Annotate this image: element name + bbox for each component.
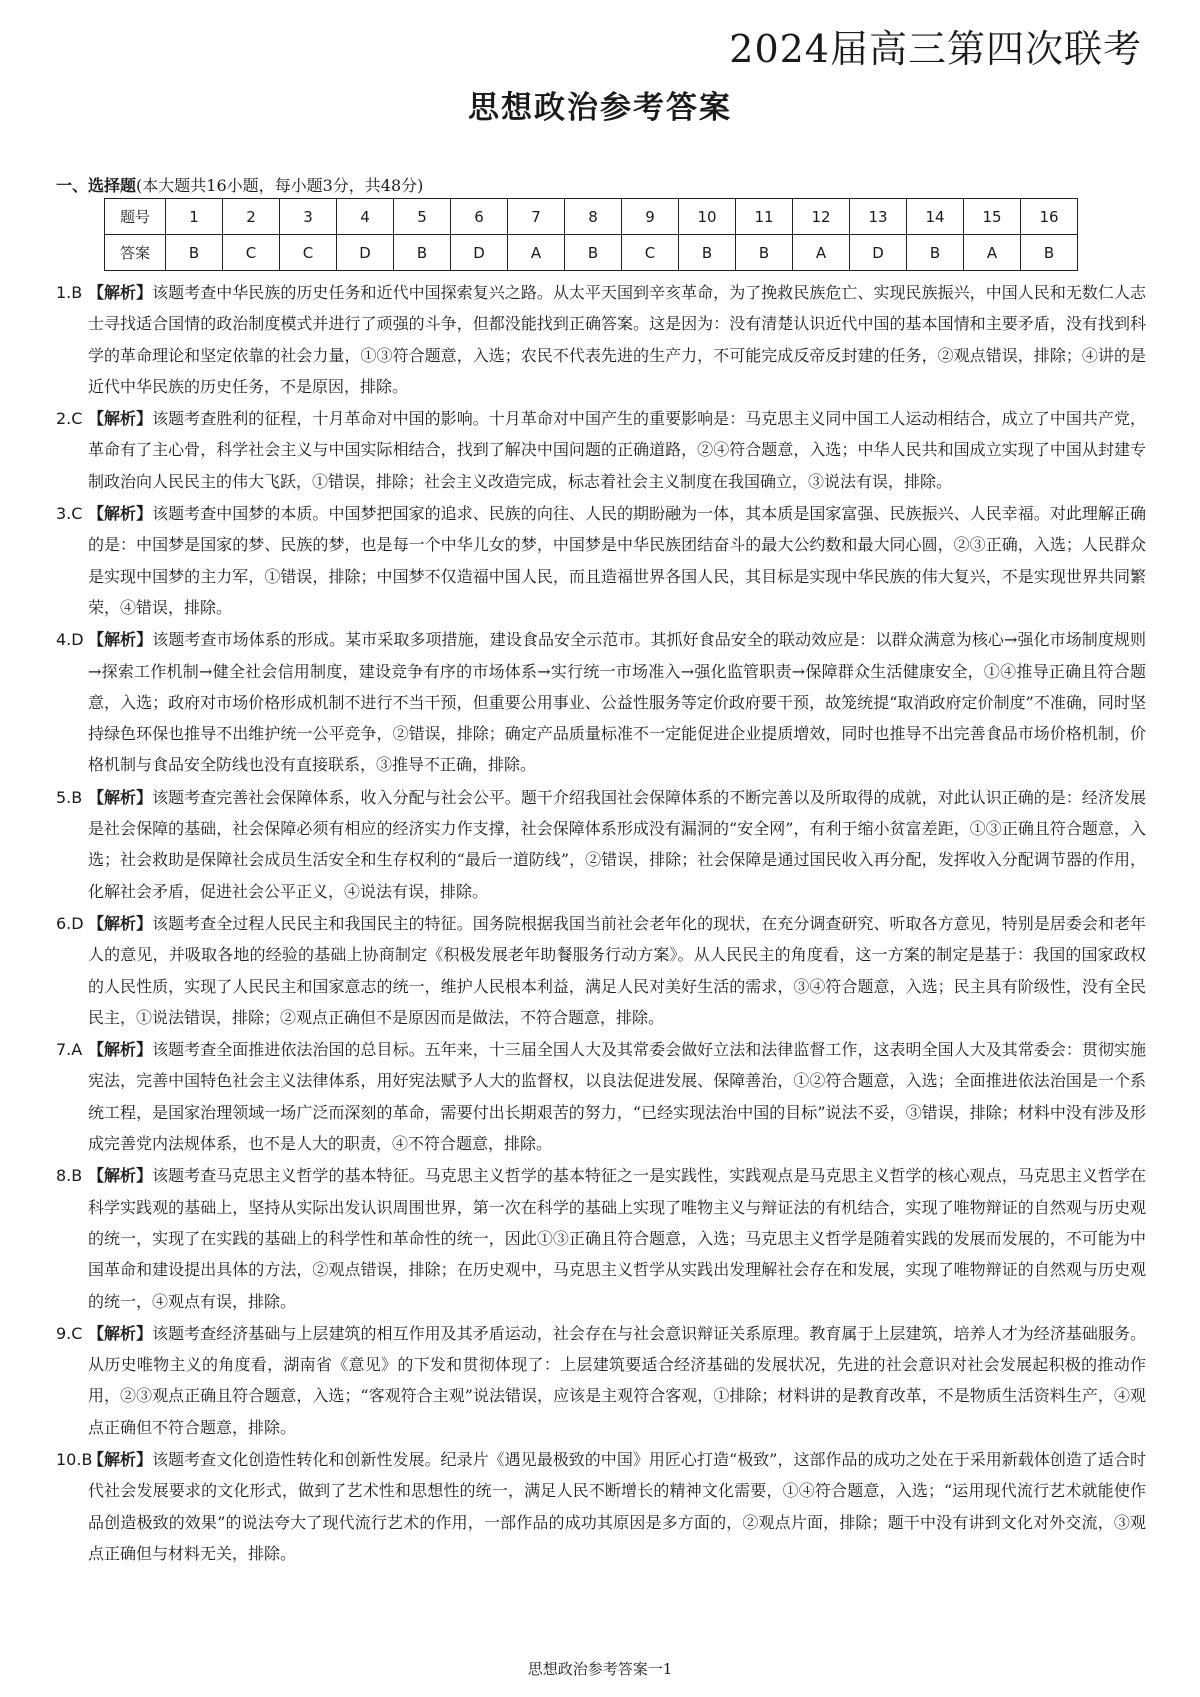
list-item	[56, 498, 1146, 623]
table-cell: D	[451, 235, 508, 271]
explanation-list	[56, 277, 1146, 1570]
answer-table	[104, 198, 1078, 271]
table-cell: A	[793, 235, 850, 271]
item-tag: 【解析】	[88, 283, 153, 302]
table-row-numbers	[105, 199, 1078, 235]
item-text: 该题考查胜利的征程，十月革命对中国的影响。十月革命对中国产生的重要影响是：马克思主义同中国工人运动相结合，成立了中国共产党，革命有了主心骨，科学社会主义与中国实际相结合，找到了解决中国问题的正确道路，②④符合题意，入选；中华人民共和国成立实现了中国从封建专制政治向人民民主的伟大飞跃，①错误，排除；社会主义改造完成，标志着社会主义制度在我国确立，③说法有误，排除。	[88, 409, 1146, 491]
item-number: 2.C	[56, 409, 83, 429]
item-tag: 【解析】	[88, 1040, 153, 1060]
list-item	[56, 403, 1146, 497]
subject-title: 思想政治参考答案	[468, 90, 732, 126]
item-text: 该题考查全面推进依法治国的总目标。五年来，十三届全国人大及其常委会做好立法和法律监督工作，这表明全国人大及其常委会：贯彻实施宪法，完善中国特色社会主义法律体系，用好宪法赋予人大的监督权，以良法促进发展、保障善治，①②符合题意，入选；全面推进依法治国是一个系统工程，是国家治理领域一场广泛而深刻的革命，需要付出长期艰苦的努力，“已经实现法治中国的目标”说法不妥，③错误，排除；材料中没有涉及形成完善党内法规体系，也不是人大的职责，④不符合题意，排除。	[88, 1040, 1146, 1154]
item-number: 9.C	[56, 1323, 83, 1343]
table-cell: B	[679, 235, 736, 271]
list-item	[56, 908, 1146, 1033]
item-text: 该题考查中华民族的历史任务和近代中国探索复兴之路。从太平天国到辛亥革命，为了挽救民族危亡、实现民族振兴，中国人民和无数仁人志士寻找适合国情的政治制度模式并进行了顽强的斗争，但都没能找到正确答案。这是因为：没有清楚认识近代中国的基本国情和主要矛盾，没有找到科学的革命理论和坚定依靠的社会力量，①③符合题意，入选；农民不代表先进的生产力，不可能完成反帝反封建的任务，②观点错误，排除；④讲的是近代中华民族的历史任务，不是原因，排除。	[88, 283, 1146, 396]
table-cell: D	[850, 235, 907, 271]
item-number: 8.B	[56, 1166, 83, 1186]
table-cell: A	[964, 235, 1021, 271]
table-cell: 5	[394, 199, 451, 235]
table-cell: 15	[964, 199, 1021, 235]
item-tag: 【解析】	[88, 1166, 153, 1186]
item-tag: 【解析】	[88, 409, 153, 429]
list-item	[56, 277, 1146, 402]
item-tag: 【解析】	[88, 787, 153, 807]
table-cell: 14	[907, 199, 964, 235]
item-text: 该题考查市场体系的形成。某市采取多项措施，建设食品安全示范市。其抓好食品安全的联动效应是：以群众满意为核心→强化市场制度规则→探索工作机制→健全社会信用制度，建设竞争有序的市场体系→实行统一市场准入→强化监管职责→保障群众生活健康安全，①④推导正确且符合题意，入选；政府对市场价格形成机制不进行不当干预，但重要公用事业、公益性服务等定价政府要干预，故笼统提“取消政府定价制度”不准确，同时坚持绿色环保也推导不出维护统一公平竞争，②错误，排除；确定产品质量标准不一定能促进企业提质增效，同时也推导不出完善食品市场价格机制，价格机制与食品安全防线也没有直接联系，③推导不正确，排除。	[88, 630, 1146, 775]
table-cell: B	[736, 235, 793, 271]
row-label-number: 题号	[105, 199, 166, 235]
item-number: 6.D	[56, 913, 84, 933]
item-number: 7.A	[56, 1040, 83, 1060]
exam-title: 2024届高三第四次联考	[729, 27, 1142, 71]
item-number: 5.B	[56, 787, 83, 807]
table-cell: B	[394, 235, 451, 271]
table-cell: 10	[679, 199, 736, 235]
list-item	[56, 1160, 1146, 1316]
item-number: 1.B	[56, 283, 83, 302]
item-text: 该题考查完善社会保障体系，收入分配与社会公平。题干介绍我国社会保障体系的不断完善以及所取得的成就，对此认识正确的是：经济发展是社会保障的基础，社会保障必须有相应的经济实力作支撑，社会保障体系形成没有漏洞的“安全网”，有利于缩小贫富差距，①③正确且符合题意，入选；社会救助是保障社会成员生活安全和生存权利的“最后一道防线”，②错误，排除；社会保障是通过国民收入再分配，发挥收入分配调节器的作用，化解社会矛盾，促进社会公平正义，④说法有误，排除。	[88, 787, 1146, 901]
table-cell: B	[907, 235, 964, 271]
table-cell: 11	[736, 199, 793, 235]
table-cell: 8	[565, 199, 622, 235]
item-text: 该题考查经济基础与上层建筑的相互作用及其矛盾运动，社会存在与社会意识辩证关系原理。教育属于上层建筑，培养人才为经济基础服务。从历史唯物主义的角度看，湖南省《意见》的下发和贯彻体现了：上层建筑要适合经济基础的发展状况，先进的社会意识对社会发展起积极的推动作用，②③观点正确且符合题意，入选；“客观符合主观”说法错误，应该是主观符合客观，①排除；材料讲的是教育改革，不是物质生活资料生产，④观点正确但不符合题意，排除。	[88, 1323, 1146, 1437]
table-cell: C	[280, 235, 337, 271]
table-cell: 3	[280, 199, 337, 235]
list-item	[56, 624, 1146, 780]
table-cell: 16	[1021, 199, 1078, 235]
table-cell: C	[223, 235, 280, 271]
item-tag: 【解析】	[88, 504, 153, 524]
list-item	[56, 782, 1146, 907]
item-tag: 【解析】	[88, 1449, 153, 1469]
table-cell: 4	[337, 199, 394, 235]
table-cell: A	[508, 235, 565, 271]
table-cell: 7	[508, 199, 565, 235]
list-item	[56, 1318, 1146, 1443]
table-cell: 9	[622, 199, 679, 235]
table-cell: B	[1021, 235, 1078, 271]
table-cell: 2	[223, 199, 280, 235]
item-number: 3.C	[56, 504, 83, 524]
item-text: 该题考查文化创造性转化和创新性发展。纪录片《遇见最极致的中国》用匠心打造“极致”，这部作品的成功之处在于采用新载体创造了适合时代社会发展要求的文化形式，做到了艺术性和思想性的统一，满足人民不断增长的精神文化需要，①④符合题意，入选；“运用现代流行艺术就能使作品创造极致的效果”的说法夸大了现代流行艺术的作用，一部作品的成功其原因是多方面的，②观点片面，排除；题干中没有讲到文化对外交流，③观点正确但与材料无关，排除。	[88, 1449, 1146, 1563]
item-text: 该题考查全过程人民民主和我国民主的特征。国务院根据我国当前社会老年化的现状，在充分调查研究、听取各方意见，特别是居委会和老年人的意见，并吸取各地的经验的基础上协商制定《积极发展老年助餐服务行动方案》。从人民民主的角度看，这一方案的制定是基于：我国的国家政权的人民性质，实现了人民民主和国家意志的统一，维护人民根本利益，满足人民对美好生活的需求，③④符合题意，入选；民主具有阶级性，没有全民民主，①说法错误，排除；②观点正确但不是原因而是做法，不符合题意，排除。	[88, 913, 1146, 1027]
section-heading	[56, 173, 423, 196]
item-text: 该题考查马克思主义哲学的基本特征。马克思主义哲学的基本特征之一是实践性，实践观点是马克思主义哲学的核心观点，马克思主义哲学在科学实践观的基础上，坚持从实际出发认识周围世界，第一次在科学的基础上实现了唯物主义与辩证法的有机结合，实现了唯物辩证的自然观与历史观的统一，实现了在实践的基础上的科学性和革命性的统一，因此①③正确且符合题意，入选；马克思主义哲学是随着实践的发展而发展的，不可能为中国革命和建设提出具体的方法，②观点错误，排除；在历史观中，马克思主义哲学从实践出发理解社会存在和发展，实现了唯物辩证的自然观与历史观的统一，④观点有误，排除。	[88, 1166, 1146, 1311]
section-note: (本大题共16小题，每小题3分，共48分)	[136, 176, 424, 195]
table-cell: 1	[166, 199, 223, 235]
item-tag: 【解析】	[88, 913, 153, 933]
table-cell: B	[565, 235, 622, 271]
table-cell: 6	[451, 199, 508, 235]
table-row-answers	[105, 235, 1078, 271]
row-label-answer: 答案	[105, 235, 166, 271]
table-cell: C	[622, 235, 679, 271]
item-tag: 【解析】	[88, 630, 153, 650]
item-tag: 【解析】	[88, 1323, 153, 1343]
list-item	[56, 1034, 1146, 1159]
page-footer: 思想政治参考答案一1	[527, 1660, 673, 1678]
item-text: 该题考查中国梦的本质。中国梦把国家的追求、民族的向往、人民的期盼融为一体，其本质是国家富强、民族振兴、人民幸福。对此理解正确的是：中国梦是国家的梦、民族的梦，也是每一个中华儿女的梦，中国梦是中华民族团结奋斗的最大公约数和最大同心圆，②③正确，入选；人民群众是实现中国梦的主力军，①错误，排除；中国梦不仅造福中国人民，而且造福世界各国人民，其目标是实现中华民族的伟大复兴，不是实现世界共同繁荣，④错误，排除。	[88, 504, 1146, 617]
table-cell: 12	[793, 199, 850, 235]
table-cell: B	[166, 235, 223, 271]
section-label: 一、选择题	[56, 176, 137, 195]
item-number: 4.D	[56, 630, 84, 650]
table-cell: D	[337, 235, 394, 271]
table-cell: 13	[850, 199, 907, 235]
list-item	[56, 1444, 1146, 1569]
item-number: 10.B	[56, 1449, 93, 1469]
